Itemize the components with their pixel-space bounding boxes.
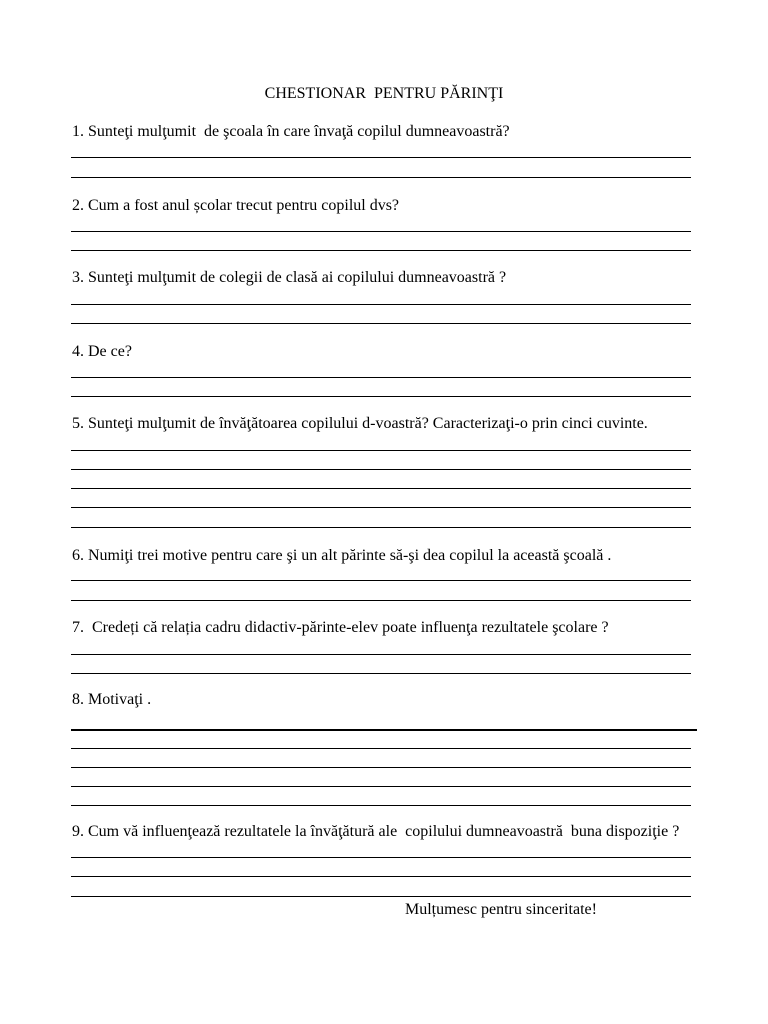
answer-line [71,786,691,787]
question-7: 7. Credeți că relația cadru didactiv-părinte-elev poate influenţa rezultatele şcolare ? [72,619,609,636]
answer-line [71,488,691,489]
answer-line [71,250,691,251]
answer-line [71,729,697,731]
answer-line [71,507,691,508]
question-4: 4. De ce? [72,343,132,360]
answer-line [71,857,691,858]
answer-line [71,177,691,178]
question-3: 3. Sunteţi mulţumit de colegii de clasă ai copilului dumneavoastră ? [72,269,507,286]
answer-line [71,231,691,232]
question-9: 9. Cum vă influenţează rezultatele la învăţătură ale copilului dumneavoastră buna dispoziţie ? [72,823,680,840]
answer-line [71,673,691,674]
question-1: 1. Sunteţi mulţumit de şcoala în care învaţă copilul dumneavoastră? [72,123,510,140]
answer-line [71,396,691,397]
answer-line [71,805,691,806]
answer-line [71,896,691,897]
question-2: 2. Cum a fost anul școlar trecut pentru copilul dvs? [72,197,400,214]
answer-line [71,876,691,877]
closing-text: Mulțumesc pentru sinceritate! [405,901,597,918]
answer-line [71,527,691,528]
answer-line [71,377,691,378]
question-8: 8. Motivaţi . [72,691,152,708]
question-5: 5. Sunteţi mulţumit de învăţătoarea copilului d-voastră? Caracterizaţi-o prin cinci cuvinte. [72,415,648,432]
answer-line [71,767,691,768]
question-6: 6. Numiţi trei motive pentru care şi un alt părinte să-şi dea copilul la această şcoală . [72,547,612,564]
answer-line [71,748,691,749]
answer-line [71,323,691,324]
answer-line [71,469,691,470]
answer-line [71,600,691,601]
answer-line [71,157,691,158]
answer-line [71,450,691,451]
answer-line [71,304,691,305]
page-title: CHESTIONAR PENTRU PĂRINŢI [264,85,504,102]
answer-line [71,580,691,581]
answer-line [71,654,691,655]
